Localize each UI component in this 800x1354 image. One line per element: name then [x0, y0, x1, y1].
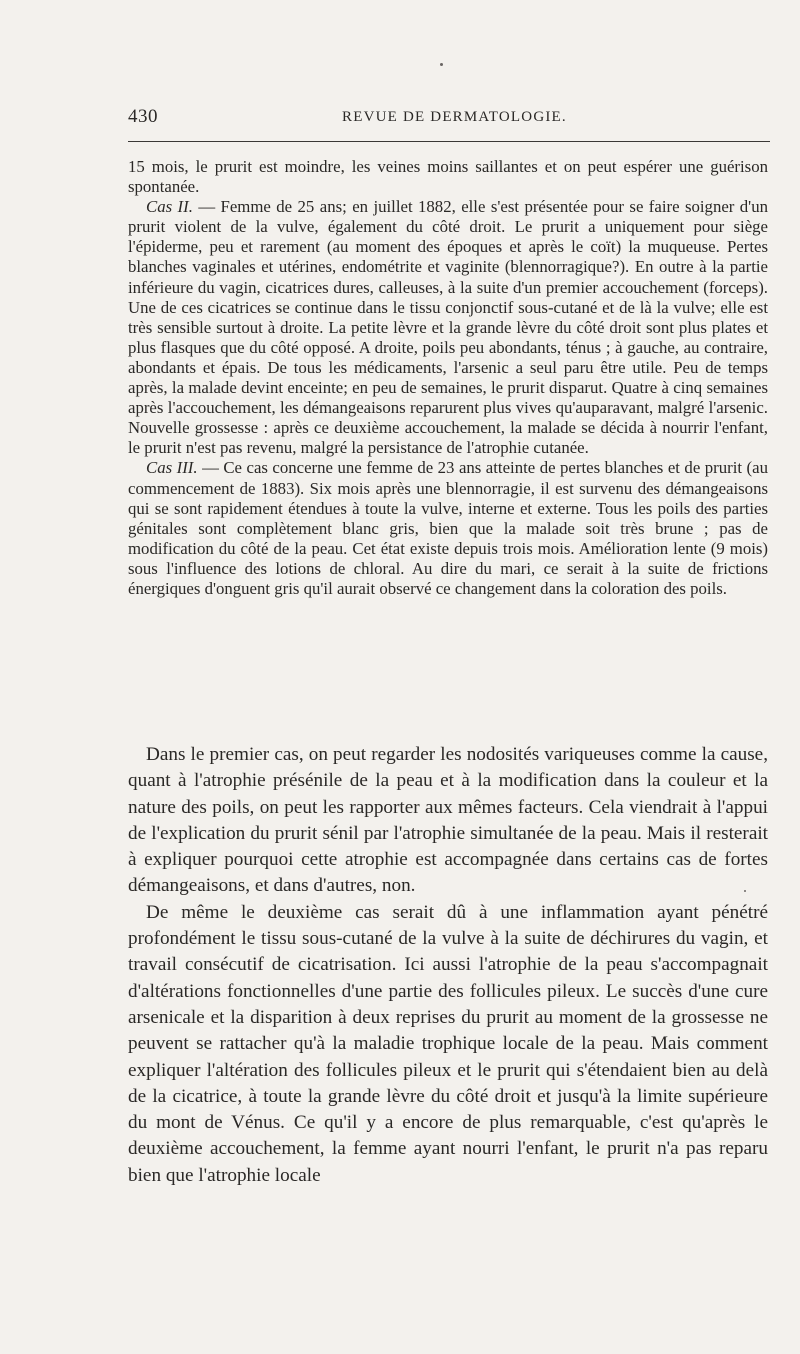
case-reports	[128, 157, 768, 599]
case-2-text: — Femme de 25 ans; en juillet 1882, elle s'est présentée pour se faire soigner d'un prurit violent de la vulve, également du côté droit. Le prurit a uniquement pour siège l'épiderme, peu et rarement (au moment des époques et après le coït) la muqueuse. Pertes blanches vaginales et utérines, endométrite et vaginite (blennorragique?). En outre à la partie inférieure du vagin, cicatrices dures, calleuses, à la suite d'un premier accouchement (forceps). Une de ces cicatrices se continue dans le tissu conjonctif sous-cutané et de là la vulve; elle est très sensible surtout à droite. La petite lèvre et la grande lèvre du côté droit sont plus plates et plus flasques que du côté opposé. A droite, poils peu abondants, ténus ; à gauche, au contraire, abondants et épais. De tous les médicaments, l'arsenic a seul paru être utile. Peu de temps après, la malade devint enceinte; en peu de semaines, le prurit disparut. Quatre à cinq semaines après l'accouchement, les démangeaisons reparurent plus vives qu'auparavant, malgré l'arsenic. Nouvelle grossesse : après ce deuxième accouchement, la malade se décida à nourrir l'enfant, le prurit n'est pas revenu, malgré la persistance de l'atrophie cutanée.	[128, 197, 768, 458]
header-rule	[128, 141, 770, 142]
case-2-label: Cas II.	[146, 197, 193, 217]
page-header	[128, 106, 768, 130]
page-number: 430	[128, 106, 158, 127]
case-2	[128, 197, 768, 458]
running-title: REVUE DE DERMATOLOGIE.	[342, 109, 567, 125]
case-1-conclusion: 15 mois, le prurit est moindre, les veines moins saillantes et on peut espérer une guérison spontanée.	[128, 157, 768, 197]
paper-speck	[440, 63, 443, 66]
case-3-label: Cas III.	[146, 458, 198, 478]
case-3	[128, 458, 768, 599]
discussion-paragraph-2: De même le deuxième cas serait dû à une inflammation ayant pénétré profondément le tissu sous-cutané de la vulve à la suite de déchirures du vagin, et travail consécutif de cicatrisation. Ici aussi l'atrophie de la peau s'accompagnait d'altérations fonctionnelles d'une partie des follicules pileux. Le succès d'une cure arsenicale et la disparition à deux reprises du prurit au moment de la grossesse ne peuvent se rattacher qu'à la maladie trophique locale de la peau. Mais comment expliquer l'altération des follicules pileux et le prurit qui s'étendaient bien au delà de la cicatrice, à toute la grande lèvre du côté droit et jusqu'à la limite supérieure du mont de Vénus. Ce qu'il y a encore de plus remarquable, c'est qu'après le deuxième accouchement, la femme ayant nourri l'enfant, le prurit n'a pas reparu bien que l'atrophie locale	[128, 901, 768, 1186]
discussion-paragraph-1: Dans le premier cas, on peut regarder les nodosités variqueuses comme la cause, quant à l'atrophie présénile de la peau et à la modification dans la couleur et la nature des poils, on peut les rapporter aux mêmes facteurs. Cela viendrait à l'appui de l'explication du prurit sénil par l'atrophie simultanée de la peau. Mais il resterait à expliquer pourquoi cette atrophie est accompagnée dans certains cas de fortes démangeaisons, et dans d'autres, non.	[128, 744, 768, 897]
case-3-text: — Ce cas concerne une femme de 23 ans atteinte de pertes blanches et de prurit (au commencement de 1883). Six mois après une blennorragie, il est survenu des démangeaisons qui se sont rapidement étendues à toute la vulve, interne et externe. Tous les poils des parties génitales sont complètement blanc gris, bien que la malade soit très brune ; pas de modification du côté de la peau. Cet état existe depuis trois mois. Amélioration lente (9 mois) sous l'influence des lotions de chloral. Au dire du mari, ce serait à la suite de frictions énergiques d'onguent gris qu'il aurait observé ce changement dans la coloration des poils.	[128, 458, 768, 598]
discussion-text	[128, 742, 768, 1189]
